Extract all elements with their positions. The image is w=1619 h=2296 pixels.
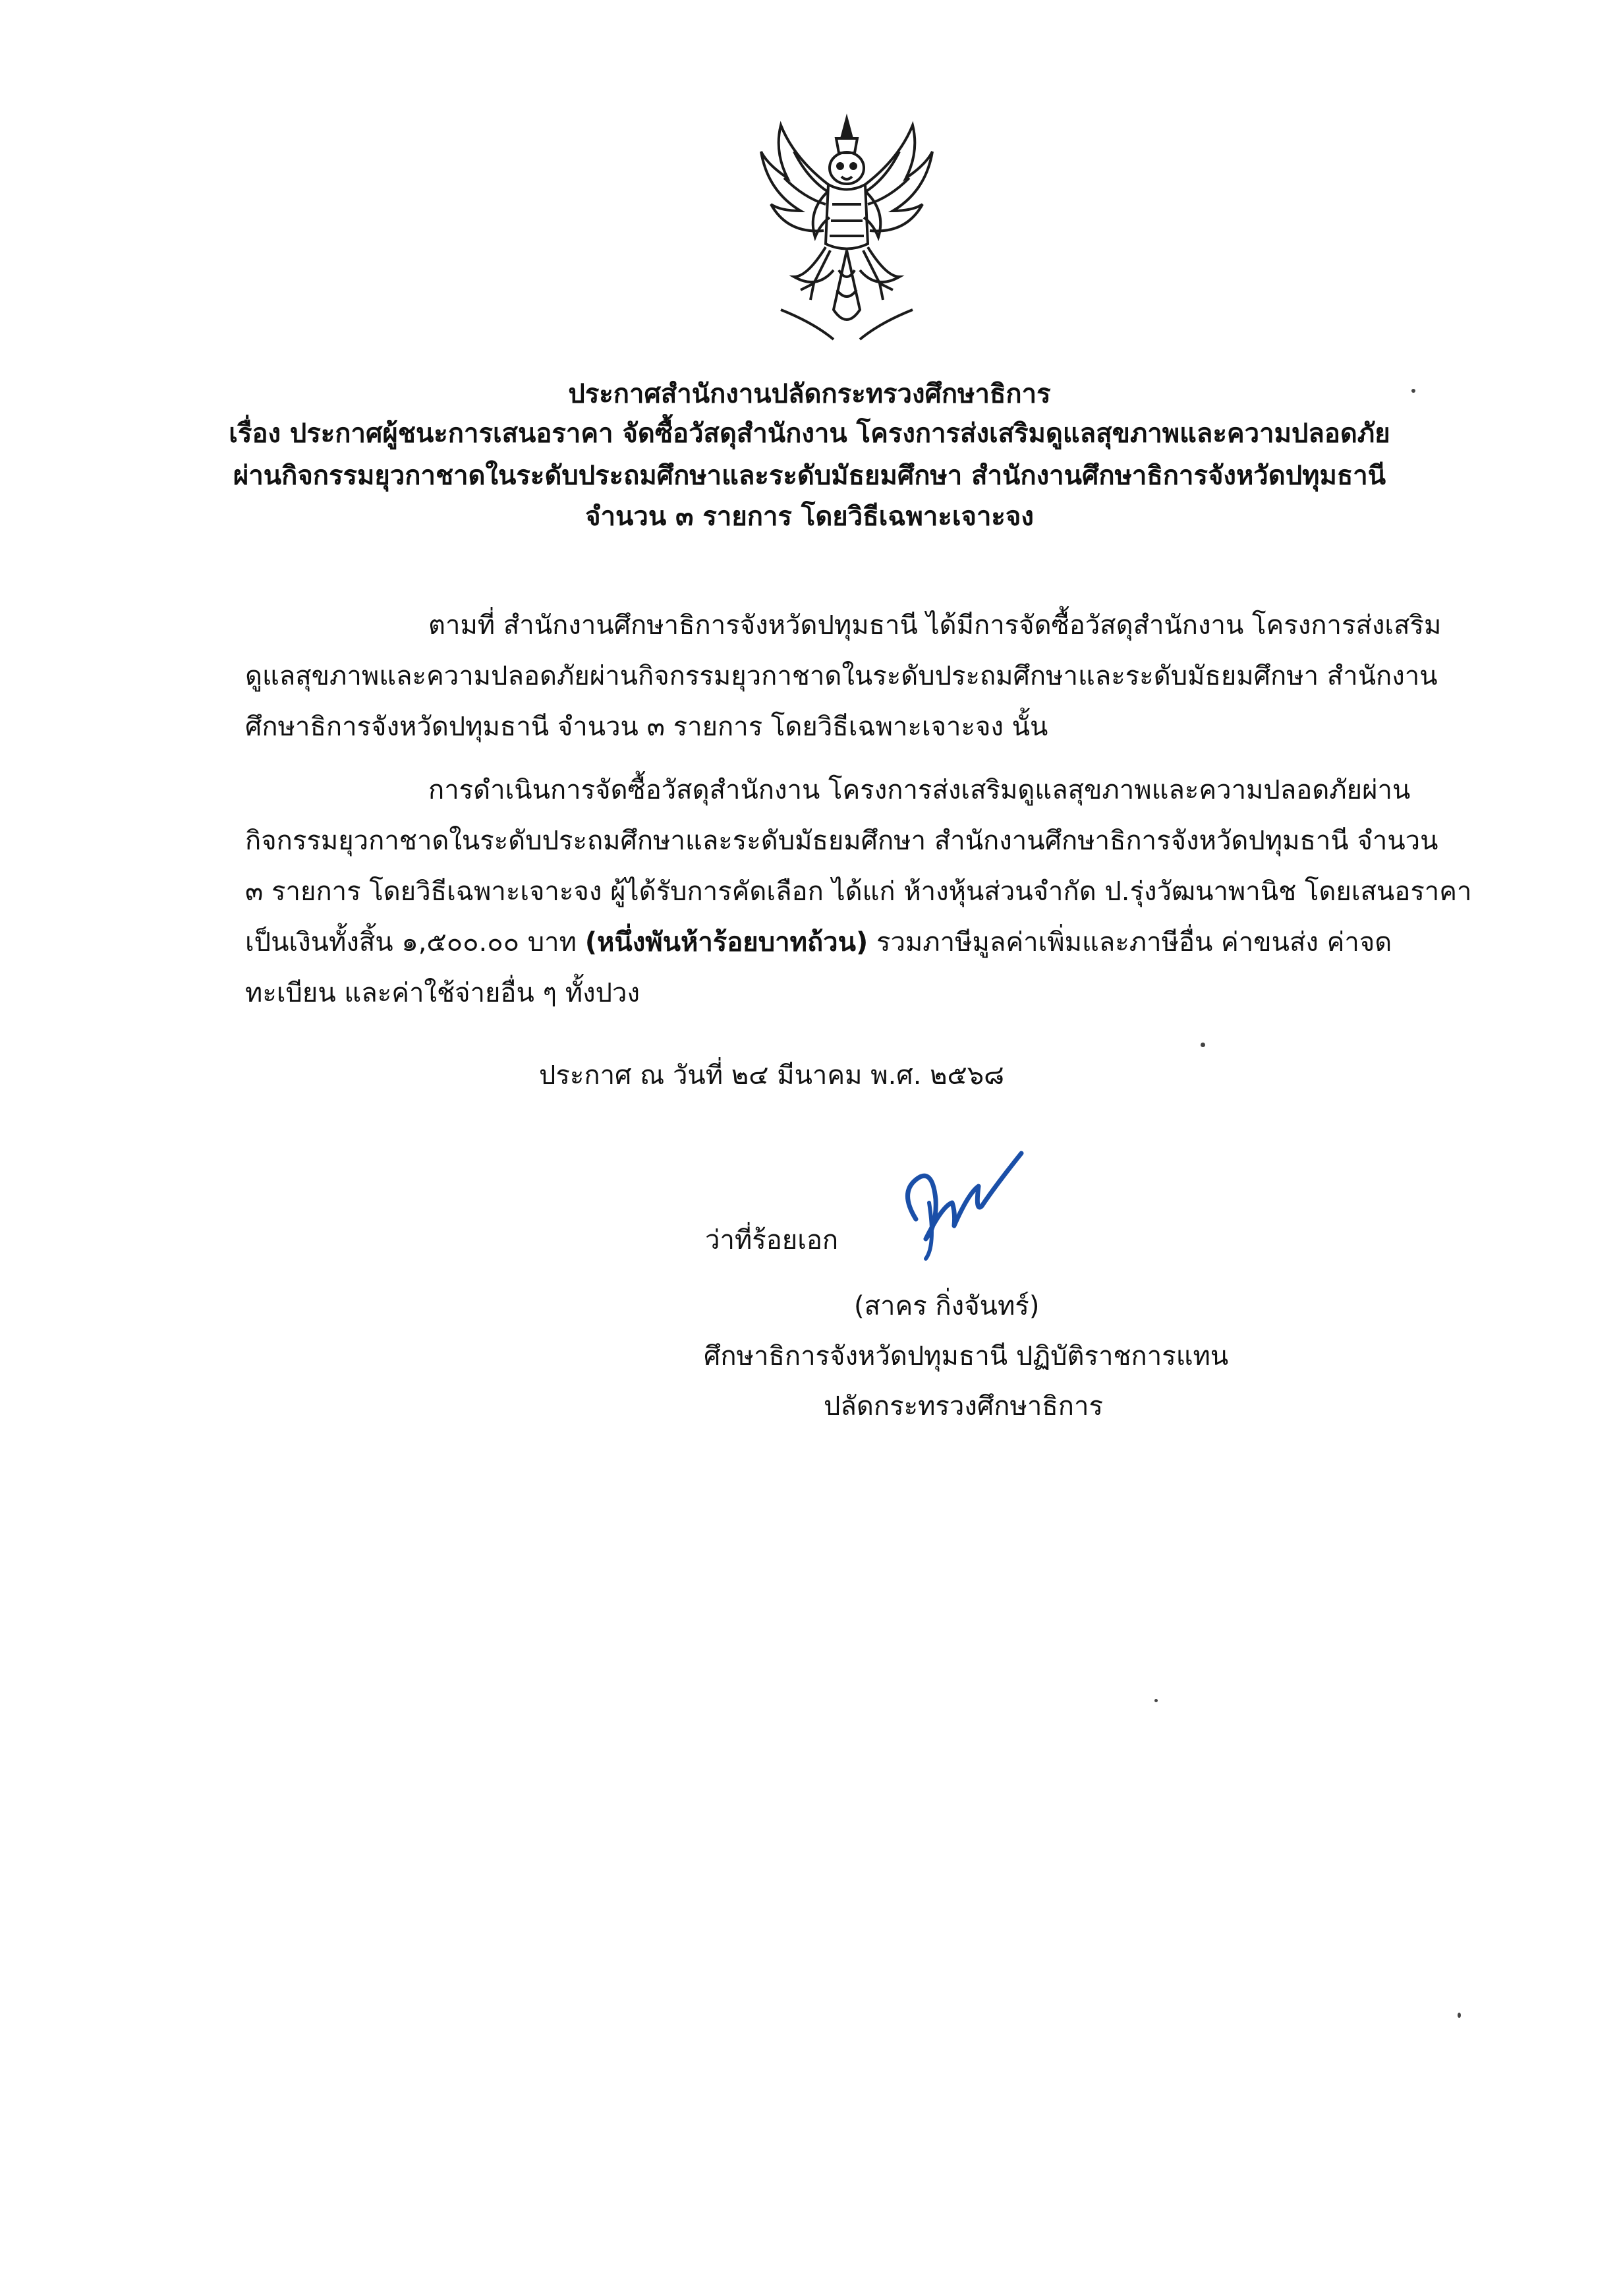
paragraph2-line-1: การดำเนินการจัดซื้อวัสดุสำนักงาน โครงการส่งเสริมดูแลสุขภาพและความปลอดภัยผ่าน xyxy=(428,775,1411,805)
scan-speck xyxy=(1411,389,1415,393)
subject-line-3: จำนวน ๓ รายการ โดยวิธีเฉพาะเจาะจง xyxy=(585,502,1034,532)
paragraph2-line-5: ทะเบียน และค่าใช้จ่ายอื่น ๆ ทั้งปวง xyxy=(245,978,640,1008)
signatory-rank: ว่าที่ร้อยเอก xyxy=(705,1225,839,1255)
paragraph2-line-4 xyxy=(245,921,1392,963)
paragraph2-line-2: กิจกรรมยุวกาชาดในระดับประถมศึกษาและระดับมัธยมศึกษา สำนักงานศึกษาธิการจังหวัดปทุมธานี จำนวน xyxy=(245,826,1438,856)
subject-line-2: ผ่านกิจกรรมยุวกาชาดในระดับประถมศึกษาและระดับมัธยมศึกษา สำนักงานศึกษาธิการจังหวัดปทุมธานี xyxy=(233,461,1386,491)
handwritten-signature xyxy=(896,1140,1028,1265)
signatory-position-1: ศึกษาธิการจังหวัดปทุมธานี ปฏิบัติราชการแทน xyxy=(704,1341,1229,1371)
signatory-name: (สาคร กิ่งจันทร์) xyxy=(854,1291,1040,1321)
subject-line-1: เรื่อง ประกาศผู้ชนะการเสนอราคา จัดซื้อวัสดุสำนักงาน โครงการส่งเสริมดูแลสุขภาพและความปลอดภัย xyxy=(229,418,1390,449)
signatory-position-2: ปลัดกระทรวงศึกษาธิการ xyxy=(824,1391,1103,1421)
scan-speck xyxy=(1201,1043,1205,1047)
announcement-date: ประกาศ ณ วันที่ ๒๔ มีนาคม พ.ศ. ๒๕๖๘ xyxy=(539,1060,1005,1091)
paragraph2-line-3: ๓ รายการ โดยวิธีเฉพาะเจาะจง ผู้ได้รับการคัดเลือก ได้แก่ ห้างหุ้นส่วนจำกัด ป.รุ่งวัฒนาพานิช โดยเสนอราคา xyxy=(245,876,1472,907)
scan-speck xyxy=(1458,2013,1461,2018)
paragraph1-line-3: ศึกษาธิการจังหวัดปทุมธานี จำนวน ๓ รายการ โดยวิธีเฉพาะเจาะจง นั้น xyxy=(245,712,1048,742)
price-suffix: รวมภาษีมูลค่าเพิ่มและภาษีอื่น ค่าขนส่ง ค่าจด xyxy=(868,927,1392,958)
paragraph1-line-2: ดูแลสุขภาพและความปลอดภัยผ่านกิจกรรมยุวกาชาดในระดับประถมศึกษาและระดับมัธยมศึกษา สำนักงาน xyxy=(245,661,1438,691)
document-title: ประกาศสำนักงานปลัดกระทรวงศึกษาธิการ xyxy=(568,379,1051,409)
garuda-emblem-icon xyxy=(754,112,939,349)
price-text: เป็นเงินทั้งสิ้น ๑,๕๐๐.๐๐ บาท xyxy=(245,927,585,958)
price-in-words: (หนึ่งพันห้าร้อยบาทถ้วน) xyxy=(584,927,868,958)
paragraph1-line-1: ตามที่ สำนักงานศึกษาธิการจังหวัดปทุมธานี ได้มีการจัดซื้อวัสดุสำนักงาน โครงการส่งเสริม xyxy=(428,610,1442,641)
scan-speck xyxy=(1154,1699,1158,1702)
